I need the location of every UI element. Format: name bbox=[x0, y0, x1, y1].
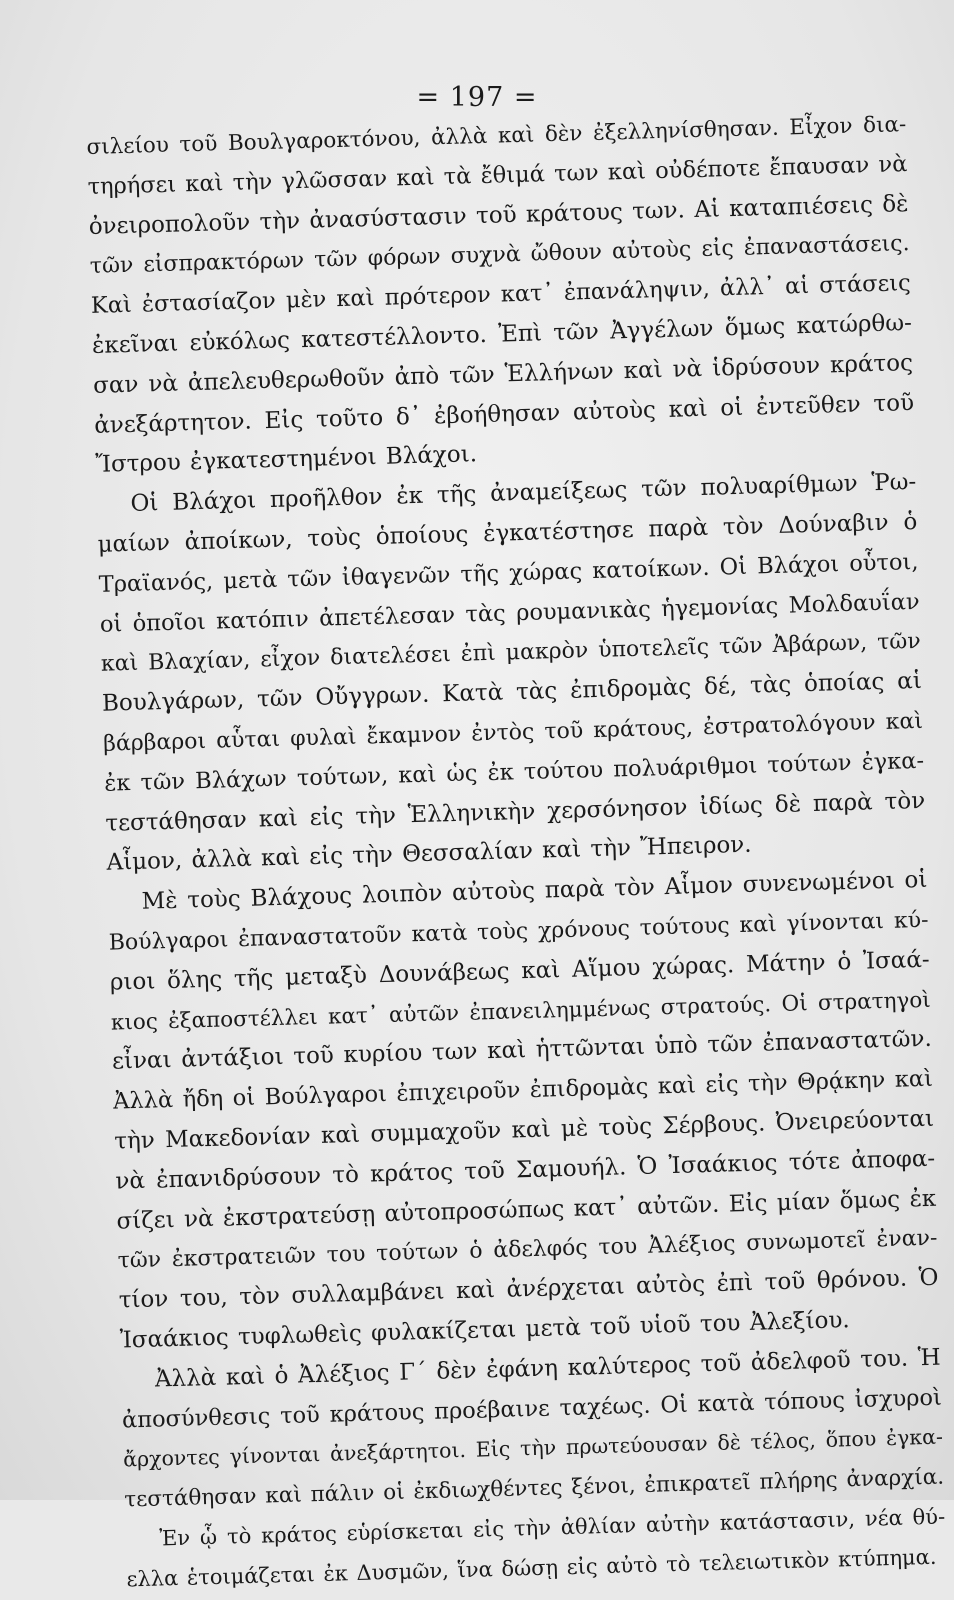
text-line: σίζει νὰ ἐκστρατεύσῃ αὐτοπροσώπως κατ᾽ αὐτῶν. Εἰς μίαν ὅμως ἐκ bbox=[116, 1185, 937, 1235]
text-line: ριοι ὅλης τῆς μεταξὺ Δουνάβεως καὶ Αἵμου χώρας. Μάτην ὁ Ἰσαά- bbox=[109, 946, 930, 996]
text-line: τὴν Μακεδονίαν καὶ συμμαχοῦν καὶ μὲ τοὺς Σέρβους. Ὀνειρεύονται bbox=[113, 1105, 935, 1155]
text-line: ελλα ἑτοιμάζεται ἐκ Δυσμῶν, ἵνα δώσῃ εἰς αὐτὸ τὸ τελειωτικὸν κτύπημα. bbox=[126, 1544, 937, 1592]
text-line: μαίων ἀποίκων, τοὺς ὁποίους ἐγκατέστησε παρὰ τὸν Δούναβιν ὁ bbox=[97, 508, 918, 558]
text-line: σαν νὰ ἀπελευθερωθοῦν ἀπὸ τῶν Ἑλλήνων καὶ νὰ ἱδρύσουν κράτος bbox=[92, 349, 914, 399]
text-line: τίον του, τὸν συλλαμβάνει καὶ ἀνέρχεται αὐτὸς ἐπὶ τοῦ θρόνου. Ὁ bbox=[118, 1264, 939, 1314]
text-line: ὀνειροπολοῦν τὴν ἀνασύστασιν τοῦ κράτους των. Αἱ καταπιέσεις δὲ bbox=[88, 190, 909, 240]
text-line: οἱ ὁποῖοι κατόπιν ἀπετέλεσαν τὰς ρουμανικὰς ἡγεμονίας Μολδαυΐαν bbox=[99, 588, 920, 638]
text-line: Ἐν ᾧ τὸ κράτος εὑρίσκεται εἰς τὴν ἀθλίαν αὐτὴν κατάστασιν, νέα θύ- bbox=[159, 1504, 946, 1551]
text-line: ἐκεῖναι εὐκόλως κατεστέλλοντο. Ἐπὶ τῶν Ἀγγέλων ὅμως κατώρθω- bbox=[91, 310, 913, 359]
text-line: τεστάθησαν καὶ εἰς τὴν Ἑλληνικὴν χερσόνησον ἰδίως δὲ παρὰ τὸν bbox=[105, 787, 926, 837]
text-line: Τραϊανός, μετὰ τῶν ἰθαγενῶν τῆς χώρας κατοίκων. Οἱ Βλάχοι οὗτοι, bbox=[98, 548, 919, 598]
text-line: εἶναι ἀντάξιοι τοῦ κυρίου των καὶ ἡττῶνται ὑπὸ τῶν ἐπαναστατῶν. bbox=[111, 1026, 933, 1075]
text-line: νὰ ἐπανιδρύσουν τὸ κράτος τοῦ Σαμουήλ. Ὁ Ἰσαάκιος τότε ἀποφα- bbox=[115, 1145, 936, 1195]
text-line: Ἀλλὰ καὶ ὁ Ἀλέξιος Γ´ δὲν ἐφάνη καλύτερος τοῦ ἀδελφοῦ του. Ἡ bbox=[154, 1344, 942, 1393]
text-line: κιος ἐξαποστέλλει κατ᾽ αὐτῶν ἐπανειλημμένως στρατούς. Οἱ στρατηγοὶ bbox=[110, 987, 932, 1036]
text-line: ἀποσύνθεσις τοῦ κράτους προέβαινε ταχέως. Οἱ κατὰ τόπους ἰσχυροὶ bbox=[121, 1384, 943, 1433]
text-line: Ἰσαάκιος τυφλωθεὶς φυλακίζεται μετὰ τοῦ υἱοῦ του Ἀλεξίου. bbox=[119, 1307, 851, 1354]
body-text bbox=[86, 105, 947, 1600]
text-line: Βούλγαροι ἐπαναστατοῦν κατὰ τοὺς χρόνους τούτους καὶ γίνονται κύ- bbox=[108, 907, 929, 956]
text-line: Μὲ τοὺς Βλάχους λοιπὸν αὐτοὺς παρὰ τὸν Αἷμον συνενωμένοι οἱ bbox=[141, 866, 928, 915]
text-line: Ἴστρου ἐγκατεστημένοι Βλάχοι. bbox=[95, 441, 478, 479]
text-line: τῶν εἰσπρακτόρων τῶν φόρων συχνὰ ὤθουν αὐτοὺς εἰς ἐπαναστάσεις. bbox=[89, 231, 910, 280]
text-line: Καὶ ἐστασίαζον μὲν καὶ πρότερον κατ᾽ ἐπανάληψιν, ἀλλ᾽ αἱ στάσεις bbox=[90, 270, 912, 320]
text-line: σιλείου τοῦ Βουλγαροκτόνου, ἀλλὰ καὶ δὲν ἐξελληνίσθησαν. Εἶχον δια- bbox=[86, 112, 907, 160]
text-line: τῶν ἐκστρατειῶν του τούτων ὁ ἀδελφός του Ἀλέξιος συνωμοτεῖ ἐναν- bbox=[117, 1225, 938, 1274]
text-line: Οἱ Βλάχοι προῆλθον ἐκ τῆς ἀναμείξεως τῶν πολυαρίθμων Ῥω- bbox=[130, 469, 917, 518]
text-line: ἀνεξάρτητον. Εἰς τοῦτο δ᾽ ἐβοήθησαν αὐτοὺς καὶ οἱ ἐντεῦθεν τοῦ bbox=[93, 389, 915, 439]
text-line: Βουλγάρων, τῶν Οὔγγρων. Κατὰ τὰς ἐπιδρομὰς δέ, τὰς ὁποίας αἱ bbox=[101, 668, 923, 717]
text-line: Αἷμον, ἀλλὰ καὶ εἰς τὴν Θεσσαλίαν καὶ τὴν Ἤπειρον. bbox=[106, 832, 752, 877]
text-line: τηρήσει καὶ τὴν γλῶσσαν καὶ τὰ ἔθιμά των καὶ οὐδέποτε ἔπαυσαν νὰ bbox=[87, 150, 908, 200]
text-line: Ἀλλὰ ἤδη οἱ Βούλγαροι ἐπιχειροῦν ἐπιδρομὰς καὶ εἰς τὴν Θρᾴκην καὶ bbox=[112, 1065, 934, 1115]
text-line: καὶ Βλαχίαν, εἶχον διατελέσει ἐπὶ μακρὸν ὑποτελεῖς τῶν Ἀβάρων, τῶν bbox=[100, 629, 922, 678]
text-line: ἐκ τῶν Βλάχων τούτων, καὶ ὡς ἐκ τούτου πολυάριθμοι τούτων ἐγκα- bbox=[103, 747, 925, 797]
text-line: τεστάθησαν καὶ πάλιν οἱ ἐκδιωχθέντες ξένοι, ἐπικρατεῖ πλήρης ἀναρχία. bbox=[123, 1464, 945, 1513]
page-number: = 197 = bbox=[416, 82, 538, 113]
text-line: βάρβαροι αὗται φυλαὶ ἔκαμνον ἐντὸς τοῦ κράτους, ἐστρατολόγουν καὶ bbox=[102, 708, 924, 757]
text-line: ἄρχοντες γίνονται ἀνεξάρτητοι. Εἰς τὴν πρωτεύουσαν δὲ τέλος, ὅπου ἐγκα- bbox=[122, 1424, 944, 1472]
